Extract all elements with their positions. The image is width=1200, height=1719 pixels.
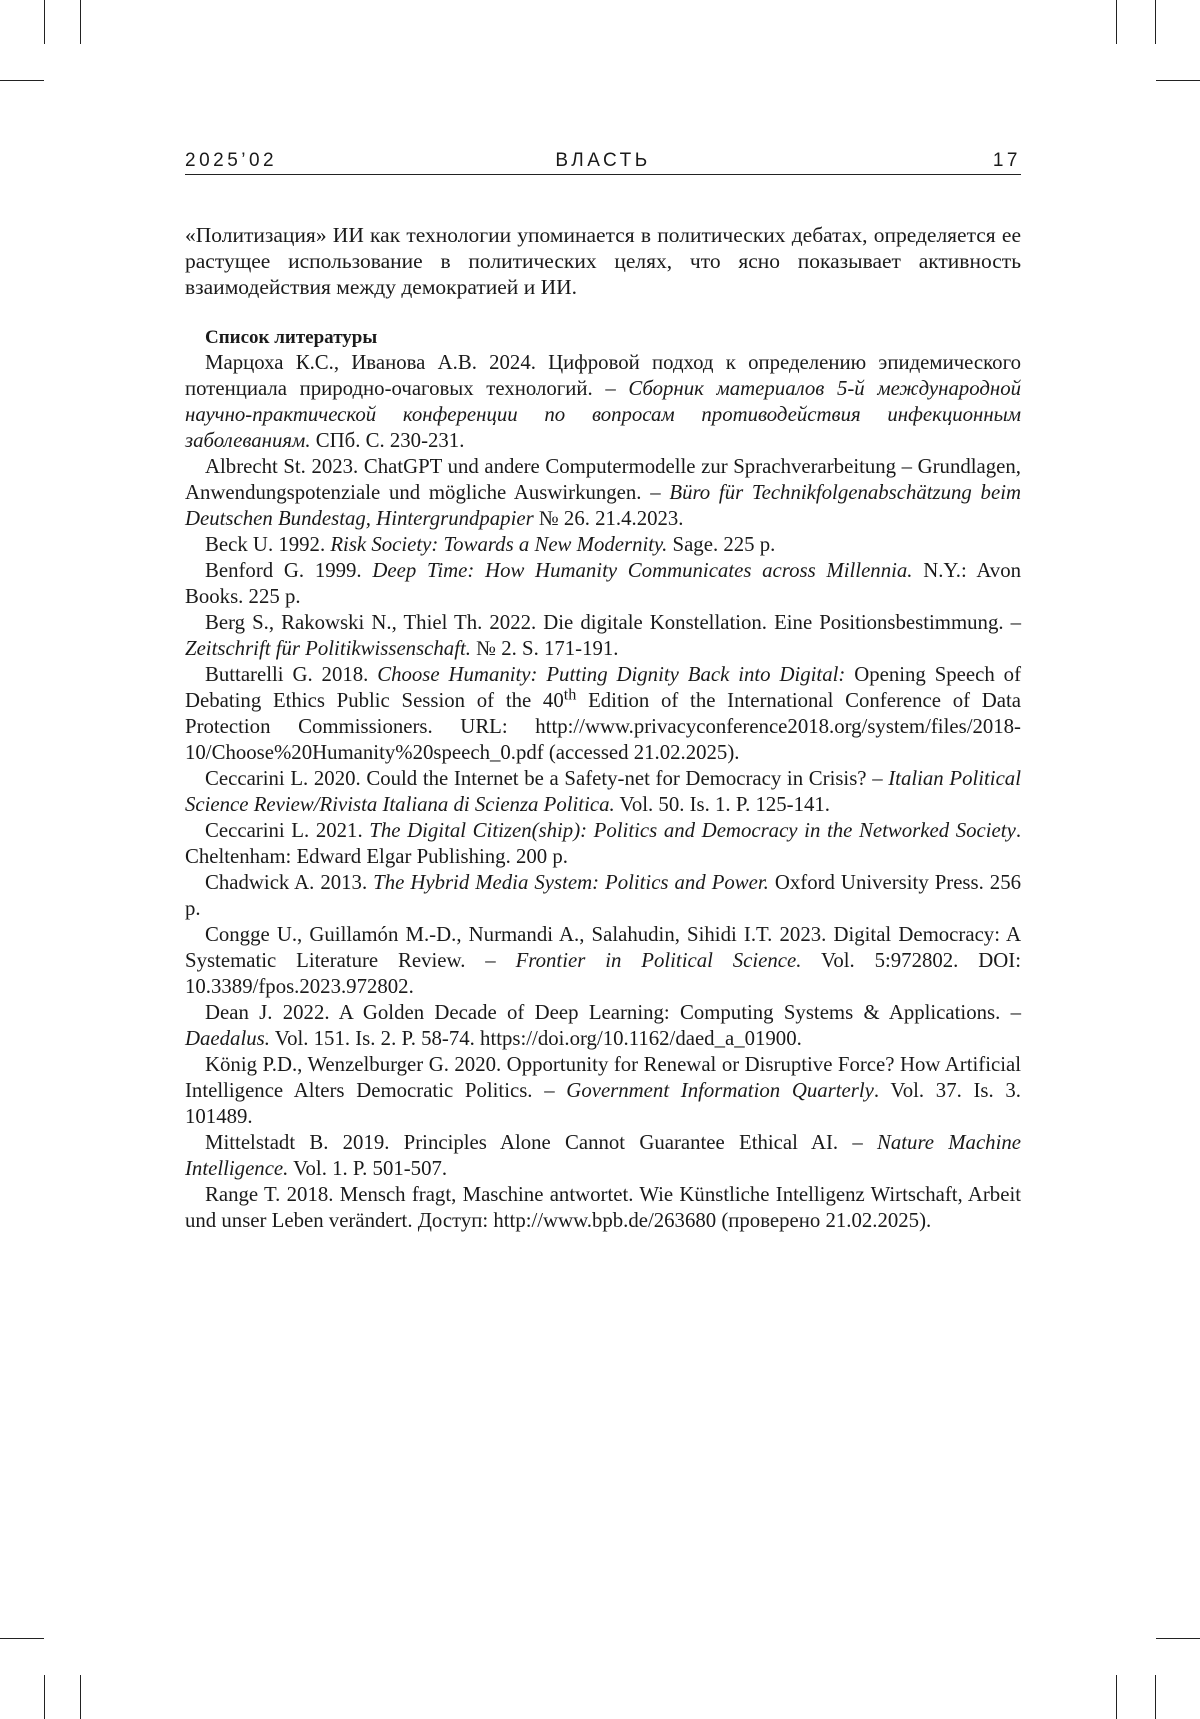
- journal-title: ВЛАСТЬ: [555, 150, 651, 171]
- reference-text: Mittelstadt B. 2019. Principles Alone Cannot Guarantee Ethical AI. –: [205, 1131, 877, 1154]
- reference-source: Deep Time: How Humanity Communicates across Millennia.: [372, 559, 913, 582]
- reference-item: [185, 1182, 1021, 1234]
- reference-text: . Cheltenham: Edward Elgar Publishing. 200 p.: [185, 819, 1022, 868]
- reference-text: Beck U. 1992.: [205, 533, 331, 556]
- reference-item: [185, 870, 1021, 922]
- crop-mark: [1116, 0, 1117, 44]
- reference-text: № 2. S. 171-191.: [470, 637, 619, 660]
- reference-text: Buttarelli G. 2018.: [205, 663, 378, 686]
- crop-mark: [1156, 1638, 1200, 1639]
- crop-mark: [44, 0, 45, 44]
- reference-item: [185, 818, 1021, 870]
- crop-mark: [1116, 1675, 1117, 1719]
- crop-mark: [44, 1675, 45, 1719]
- reference-item: [185, 1000, 1021, 1052]
- reference-source: Italian Political Science Review/Rivista Italiana di Scienza Politica.: [185, 767, 1021, 816]
- crop-mark: [0, 1638, 44, 1639]
- reference-text: СПб. С. 230-231.: [310, 429, 465, 452]
- reference-source: Сборник материалов 5-й международной научно-практической конференции по вопросам противодействия инфекционным заболеваниям.: [185, 377, 1021, 452]
- running-head: [185, 150, 1021, 175]
- crop-mark: [1155, 1675, 1156, 1719]
- reference-source: Nature Machine Intelligence.: [185, 1131, 1021, 1180]
- page-number: 17: [992, 150, 1021, 171]
- journal-issue: 2025’02: [185, 150, 278, 171]
- reference-item: [185, 350, 1021, 454]
- reference-text: Chadwick A. 2013.: [205, 871, 374, 894]
- reference-text: Vol. 1. P. 501-507.: [288, 1157, 448, 1180]
- reference-text: № 26. 21.4.2023.: [533, 507, 684, 530]
- reference-text: Congge U., Guillamón M.-D., Nurmandi A., Salahudin, Sihidi I.T. 2023. Digital Democracy: A Systematic Literature Review. –: [185, 923, 1021, 972]
- reference-text: Dean J. 2022. A Golden Decade of Deep Learning: Computing Systems & Applications. –: [205, 1001, 1021, 1024]
- reference-item: [185, 922, 1021, 1000]
- reference-text: Opening Speech of Debating Ethics Public Session of the 40: [185, 663, 1021, 712]
- references-list: [185, 350, 1021, 1234]
- reference-text: König P.D., Wenzelburger G. 2020. Opportunity for Renewal or Disruptive Force? How Artificial Intelligence Alters Democratic Politics. –: [185, 1053, 1021, 1102]
- reference-text: Vol. 50. Is. 1. P. 125-141.: [614, 793, 831, 816]
- reference-item: [185, 766, 1021, 818]
- reference-text: Ceccarini L. 2021.: [205, 819, 370, 842]
- reference-text: Vol. 5:972802. DOI: 10.3389/fpos.2023.972802.: [185, 949, 1022, 998]
- page-body: [185, 222, 1021, 1234]
- reference-item: [185, 532, 1021, 558]
- reference-text: Berg S., Rakowski N., Thiel Th. 2022. Die digitale Konstellation. Eine Positionsbestimmung. –: [205, 611, 1021, 634]
- references-heading: Список литературы: [205, 327, 378, 348]
- reference-text: Albrecht St. 2023. ChatGPT und andere Computermodelle zur Sprachverarbeitung – Grundlagen, Anwendungspotenziale und mögliche Auswirkungen. –: [185, 455, 1021, 504]
- crop-mark: [1156, 80, 1200, 81]
- reference-item: [185, 610, 1021, 662]
- reference-text: Oxford University Press. 256 p.: [185, 871, 1021, 920]
- reference-text: Ceccarini L. 2020. Could the Internet be a Safety-net for Democracy in Crisis? –: [205, 767, 889, 790]
- reference-text: Edition of the International Conference of Data Protection Commissioners. URL: http://www.privacyconference2018.org/system/files/2018-10/Choose%20Humanity%20speech_0.pdf (accessed 21.02.2025).: [185, 689, 1021, 764]
- reference-source: Büro für Technikfolgenabschätzung beim Deutschen Bundestag, Hintergrundpapier: [185, 481, 1021, 530]
- reference-text: . Vol. 37. Is. 3. 101489.: [185, 1079, 1021, 1128]
- reference-item: [185, 558, 1021, 610]
- reference-text: Benford G. 1999.: [205, 559, 373, 582]
- reference-source: Choose Humanity: Putting Dignity Back into Digital:: [377, 663, 846, 686]
- crop-mark: [80, 0, 81, 44]
- crop-mark: [80, 1675, 81, 1719]
- reference-item: [185, 662, 1021, 766]
- reference-source: Government Information Quarterly: [566, 1079, 874, 1102]
- reference-item: [185, 454, 1021, 532]
- reference-item: [185, 1130, 1021, 1182]
- reference-text: Марцоха К.С., Иванова А.В. 2024. Цифровой подход к определению эпидемического потенциала природно-очаговых технологий. –: [185, 351, 1021, 400]
- reference-source: Daedalus.: [185, 1027, 270, 1050]
- crop-mark: [1155, 0, 1156, 44]
- reference-item: [185, 1052, 1021, 1130]
- reference-text: Sage. 225 p.: [667, 533, 776, 556]
- reference-source: Zeitschrift für Politikwissenschaft.: [185, 637, 471, 660]
- reference-text: Range T. 2018. Mensch fragt, Maschine antwortet. Wie Künstliche Intelligenz Wirtschaft, Arbeit und unser Leben verändert. Доступ: http://www.bpb.de/263680 (проверено 21.02.2025).: [185, 1183, 1021, 1232]
- body-paragraph: «Политизация» ИИ как технологии упоминается в политических дебатах, определяется ее растущее использование в политических целях, что ясно показывает активность взаимодействия между демократией и ИИ.: [185, 223, 1021, 299]
- reference-source: The Digital Citizen(ship): Politics and Democracy in the Networked Society: [369, 819, 1016, 842]
- reference-text: N.Y.: Avon Books. 225 p.: [185, 559, 1021, 608]
- reference-source: Risk Society: Towards a New Modernity.: [330, 533, 668, 556]
- reference-source: Frontier in Political Science.: [515, 949, 802, 972]
- reference-text: Vol. 151. Is. 2. P. 58-74. https://doi.org/10.1162/daed_a_01900.: [269, 1027, 802, 1050]
- reference-source: The Hybrid Media System: Politics and Power.: [373, 871, 769, 894]
- superscript: th: [563, 685, 577, 704]
- crop-mark: [0, 80, 44, 81]
